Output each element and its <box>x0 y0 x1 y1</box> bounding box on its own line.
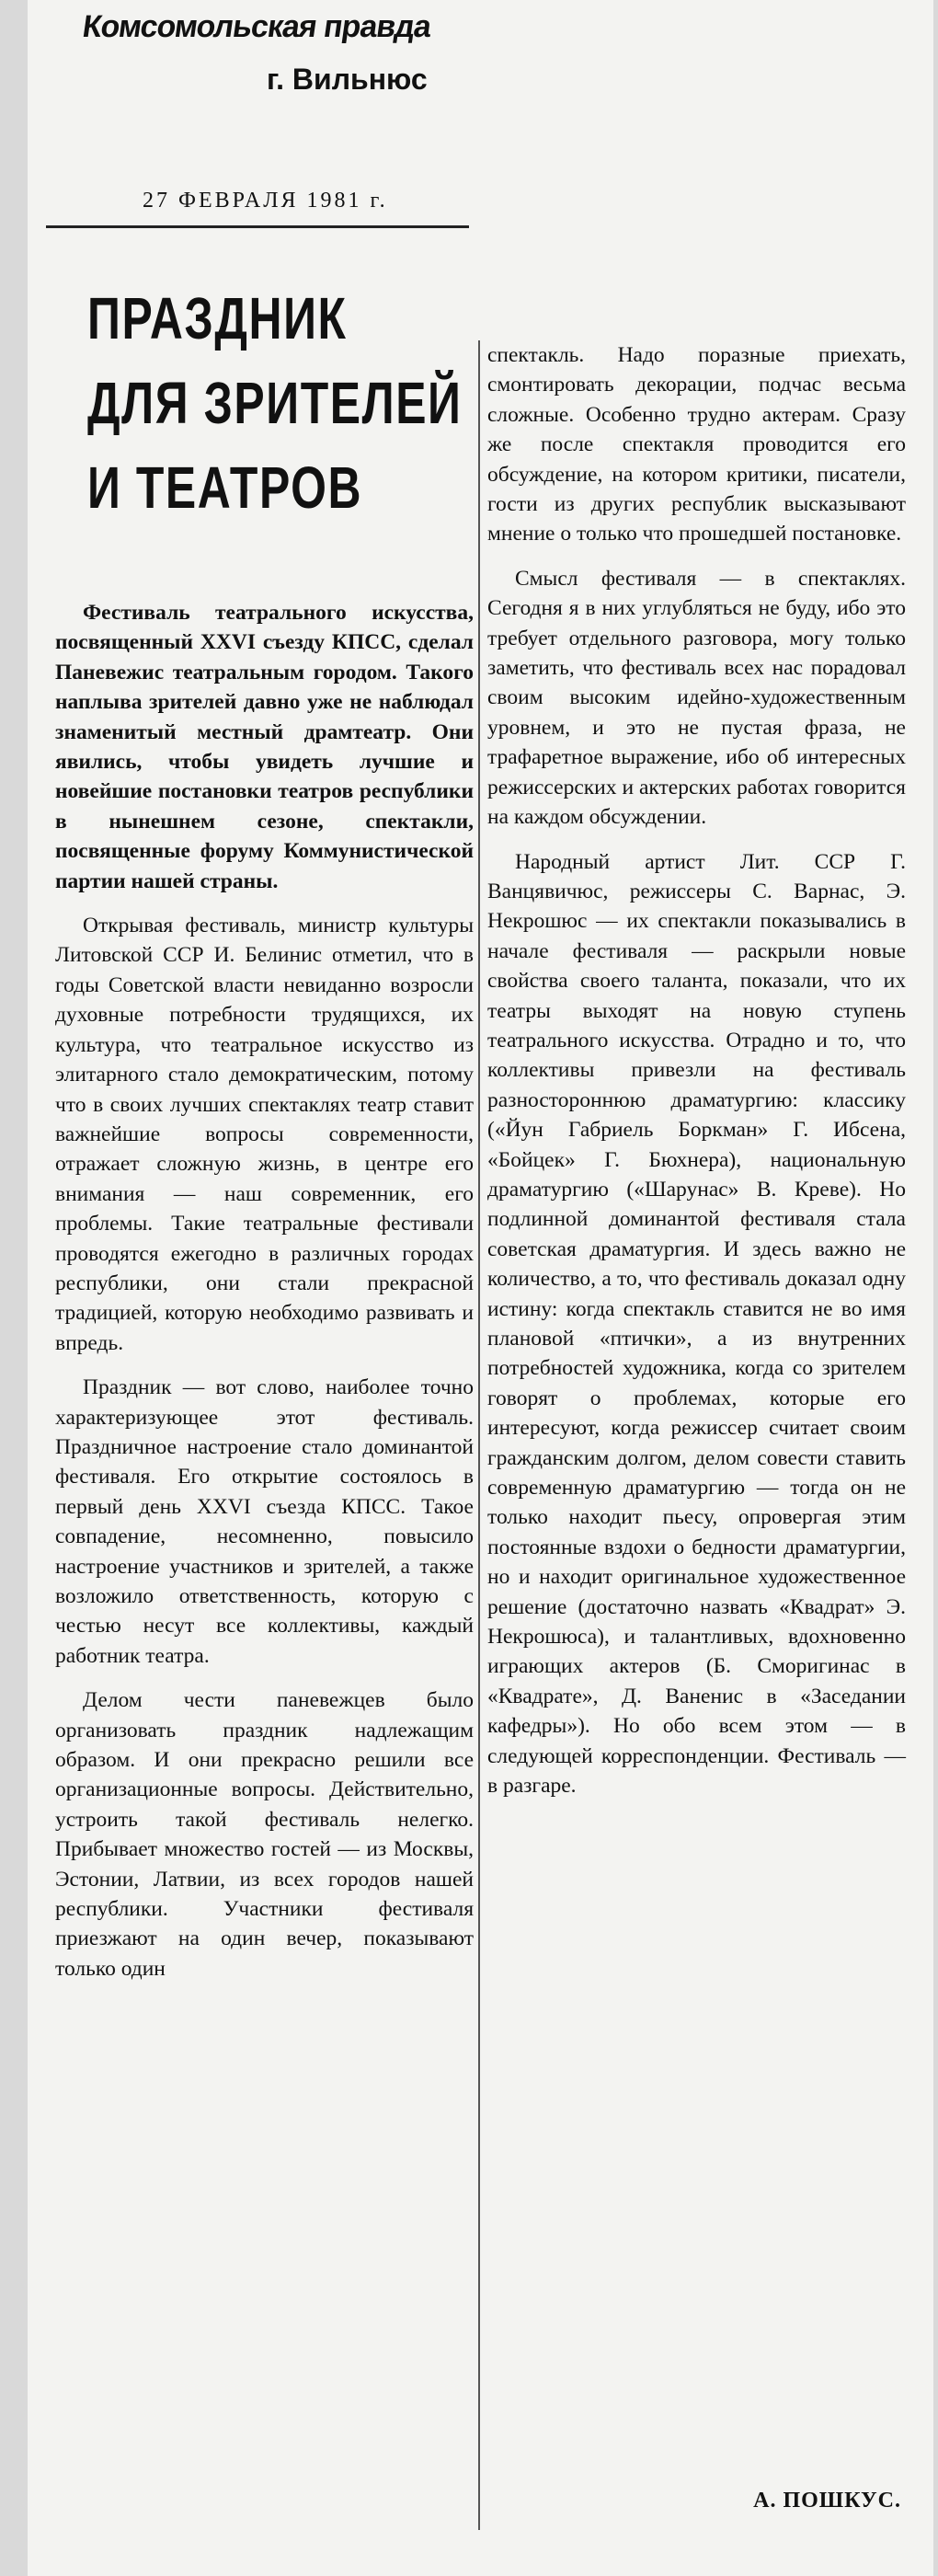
article-paragraph: спектакль. Надо поразные приехать, смонтировать декорации, подчас весьма сложные. Особенно трудно актерам. Сразу же после спектакля проводится его обсуждение, на котором критики, писатели, гости из других республик высказывают мнение о только что прошедшей постановке. <box>487 343 906 546</box>
article-paragraph: Праздник — вот слово, наиболее точно характеризующее этот фестиваль. Праздничное настроение стало доминантой фестиваля. Его открытие состоялось в первый день XXVI съезда КПСС. Такое совпадение, несомненно, повысило настроение участников и зрителей, а также возложило ответственность, которую с честью несут все коллективы, каждый работник театра. <box>55 1375 474 1668</box>
article-lead: Фестиваль театрального искусства, посвященный XXVI съезду КПСС, сделал Паневежис театральным городом. Такого наплыва зрителей давно уже не наблюдал знаменитый местный драмтеатр. Они явились, чтобы увидеть лучшие и новейшие постановки театров республики в нынешнем сезоне, спектакли, посвященные форуму Коммунистической партии нашей страны. <box>55 601 474 893</box>
article-headline <box>87 276 463 530</box>
author-signature: А. ПОШКУС. <box>753 2489 901 2513</box>
clipping-header <box>64 9 478 120</box>
column-divider <box>478 340 480 2530</box>
article-paragraph: Смысл фестиваля — в спектаклях. Сегодня я в них углубляться не буду, ибо это требует отдельного разговора, могу только заметить, что фестиваль всех нас порадовал своим высоким идейно-художественным уровнем, и это не пустая фраза, не трафаретное выражение, ибо об интересных режиссерских и актерских работах говорится на каждом обсуждении. <box>487 566 906 830</box>
article-paragraph: Народный артист Лит. ССР Г. Ванцявичюс, режиссеры С. Варнас, Э. Некрошюс — их спектакли показывались в начале фестиваля — раскрыли новые свойства своего таланта, показали, что их театры выходят на новую ступень театрального искусства. Отрадно и то, что коллективы привезли на фестиваль разностороннюю драматургию: классику («Йун Габриель Боркман» Г. Ибсена, «Бойцек» Г. Бюхнера), национальную драматургию («Шарунас» В. Креве). Но подлинной доминантой фестиваля стала советская драматургия. И здесь важно не количество, а то, что фестиваль доказал одну истину: когда спектакль ставится не во имя плановой «птички», а из внутренних потребностей художника, когда со зрителем говорят о проблемах, которые его интересуют, когда режиссер считает своим гражданским долгом, делом совести ставить современную драматургию — тогда он не только находит пьесу, опровергая этим постоянные вздохи о бедности драматургии, но и находит оригинальное художественное решение (достаточно назвать «Квадрат» Э. Некрошюса), и талантливых, вдохновенно играющих актеров (Б. Сморигинас в «Квадрате», Д. Ваненис в «Заседании кафедры»). Но обо всем этом — в следующей корреспонденции. Фестиваль — в разгаре. <box>487 849 906 1799</box>
article-paragraph: Открывая фестиваль, министр культуры Литовской ССР И. Белинис отметил, что в годы Советской власти невиданно возросли духовные потребности трудящихся, их культура, что театральное искусство из элитарного стало демократическим, потому что в своих лучших спектаклях театр ставит важнейшие вопросы современности, отражает сложную жизнь, в центре его внимания — наш современник, его проблемы. Такие театральные фестивали проводятся ежегодно в различных городах республики, они стали прекрасной традицией, которую необходимо развивать и впредь. <box>55 914 474 1355</box>
article-column-left <box>55 598 474 1984</box>
headline-line: И ТЕАТРОВ <box>87 454 363 521</box>
date-divider <box>46 225 469 228</box>
article-column-right <box>487 340 906 1801</box>
newspaper-city: г. Вильнюс <box>267 63 428 96</box>
article-paragraph: Делом чести паневежцев было организовать праздник надлежащим образом. И они прекрасно решили все организационные вопросы. Действительно, устроить такой фестиваль нелегко. Прибывает множество гостей — из Москвы, Эстонии, Латвии, из всех городов нашей республики. Участники фестиваля приезжают на один вечер, показывают только один <box>55 1688 474 1981</box>
headline-line: ДЛЯ ЗРИТЕЛЕЙ <box>87 370 463 436</box>
newspaper-name: Комсомольская правда <box>80 9 433 44</box>
publication-date: 27 ФЕВРАЛЯ 1981 г. <box>143 189 388 213</box>
headline-line: ПРАЗДНИК <box>87 285 348 351</box>
